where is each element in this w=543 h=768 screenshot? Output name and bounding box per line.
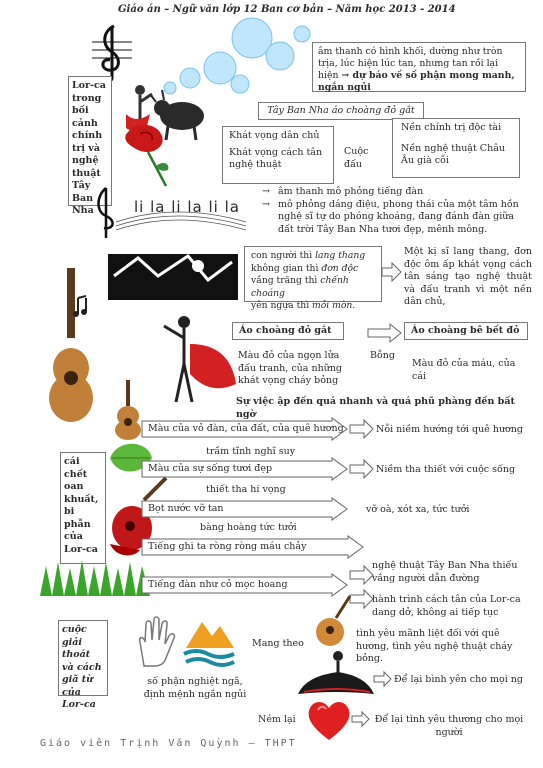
arrow-right-icon [382, 262, 402, 282]
democracy-aspiration: Khát vọng dân chủ [229, 130, 320, 141]
cloak-red-desc: Màu đỏ của ngọn lửa đấu tranh, của những khát vọng cháy bỏng [238, 350, 343, 386]
arrow-right-icon [350, 420, 374, 438]
aspirations-box [222, 126, 334, 184]
fate-label: số phận nghiệt ngã, định mệnh ngắn ngủi [143, 676, 247, 700]
rose-icon [118, 120, 178, 190]
page-title: Giáo án – Ngữ văn lớp 12 Ban cơ bản – Năm học 2013 - 2014 [118, 4, 456, 15]
flamenco-dancer-icon [296, 650, 376, 696]
artist-summary: Một kị sĩ lang thang, đơn độc ôm ấp khát vọng cách tân sáng tạo nghệ thuật và đấu tranh vì một nền dân chủ, [404, 246, 532, 307]
cloak-red-box: Áo choàng đỏ gắt [232, 322, 344, 340]
art-reform-aspiration: Khát vọng cách tân nghệ thuật [229, 146, 323, 170]
row-1-right: Nỗi niềm hướng tới quê hương [376, 424, 523, 435]
journey-label: hành trình cách tân của Lor-ca dang dở, không ai tiếp tục [372, 594, 521, 618]
grass-icon [40, 556, 150, 596]
leave-behind-label: Ném lại [258, 714, 296, 725]
guitar-icon [312, 594, 352, 650]
lorca-context-box: Lor-ca trong bối cảnh chính trị và nghệ thuật Tây Ban Nha [68, 76, 112, 206]
hand-icon [132, 618, 176, 668]
wanderer-line: yên ngựa thì mỏi mòn. [251, 300, 356, 311]
struggle-label: Cuộc đấu [344, 146, 369, 170]
music-notes-icon [72, 296, 92, 320]
heart-icon [306, 700, 352, 742]
row-4-mid: thiết tha hi vọng [206, 484, 286, 495]
footer-text: Giáo viên Trịnh Văn Quỳnh – THPT [40, 738, 297, 749]
opponents-box [392, 118, 520, 178]
liberation-box: cuộc giải thoát và cách giã từ của Lor-ca [58, 620, 108, 696]
arrow-right-icon [374, 672, 392, 686]
row-3-right: Niềm tha thiết với cuộc sống [376, 464, 516, 475]
row-2-mid: trầm tĩnh nghĩ suy [206, 446, 296, 457]
guitar-note-item: → âm thanh mô phỏng tiếng đàn [262, 186, 424, 197]
dictatorship-label: Nền chính trị độc tài [401, 122, 502, 133]
cloak-torn-box: Áo choàng bê bết đỏ [404, 322, 528, 340]
guitar-icon [112, 380, 144, 440]
love-all-label: Để lại tình yêu thương cho mọi người [374, 714, 524, 738]
arrow-right-icon [368, 324, 402, 342]
death-box: cái chết oan khuất, bi phẫn của Lor-ca [60, 452, 106, 564]
event-heading: Sự việc ập đến quá nhanh và quá phũ phàng đến bất ngờ [236, 396, 515, 420]
intro-text: âm thanh có hình khối, dường như tròn trịa, lúc hiện lúc tan, nhưng tan rồi lại hiện [318, 46, 503, 81]
peace-label: Để lại bình yên cho mọi ng [394, 674, 523, 685]
wanderer-box [244, 246, 382, 311]
carries-label: Mang theo [252, 638, 304, 649]
spain-title-box: Tây Ban Nha áo choàng đỏ gắt [258, 102, 424, 120]
intro-box [312, 42, 526, 92]
cloak-torn-desc: Màu đỏ của máu, của cái [412, 358, 516, 382]
wanderer-line: vầng trăng thì chếnh choáng [251, 275, 349, 299]
arrow-right-icon [350, 460, 374, 478]
guitar-notes [262, 186, 532, 236]
wanderer-line: con người thì lang thang [251, 250, 366, 261]
arrow-right-icon [352, 712, 370, 726]
treble-clef-icon [92, 22, 132, 82]
arrow-right-icon [350, 590, 374, 608]
love-art-label: tình yêu mãnh liệt đối với quê hương, tình yêu nghệ thuật cháy bỏng. [356, 628, 513, 664]
old-art-label: Nền nghệ thuật Châu Âu già cỗi [401, 142, 505, 166]
river-mountain-icon [182, 614, 236, 668]
suddenly-label: Bỗng [370, 350, 395, 361]
arrow-right-icon [350, 566, 374, 584]
wanderer-line: không gian thì đơn độc [251, 262, 359, 274]
horse-rider-icon [108, 246, 238, 306]
matador-icon [160, 314, 240, 404]
guitar-note-item: → mô phỏng dáng điệu, phong thái của một tâm hồn nghệ sĩ tự do phóng khoáng, đang đánh đàn giữa đất trời Tây Ban Nha tươi đẹp, mênh mông. [262, 198, 519, 235]
row-6-mid: bàng hoàng tức tưởi [200, 522, 297, 533]
row-8-right: nghệ thuật Tây Ban Nha thiếu vắng người dẫn đường [372, 560, 518, 584]
row-5-right: vỡ oà, xót xa, tức tưởi [366, 504, 470, 515]
li-la-refrain: li la li la li la [134, 198, 240, 216]
guitar-icon [46, 268, 96, 428]
intro-emph: → dự báo về số phận mong manh, ngắn ngủi [318, 70, 515, 93]
